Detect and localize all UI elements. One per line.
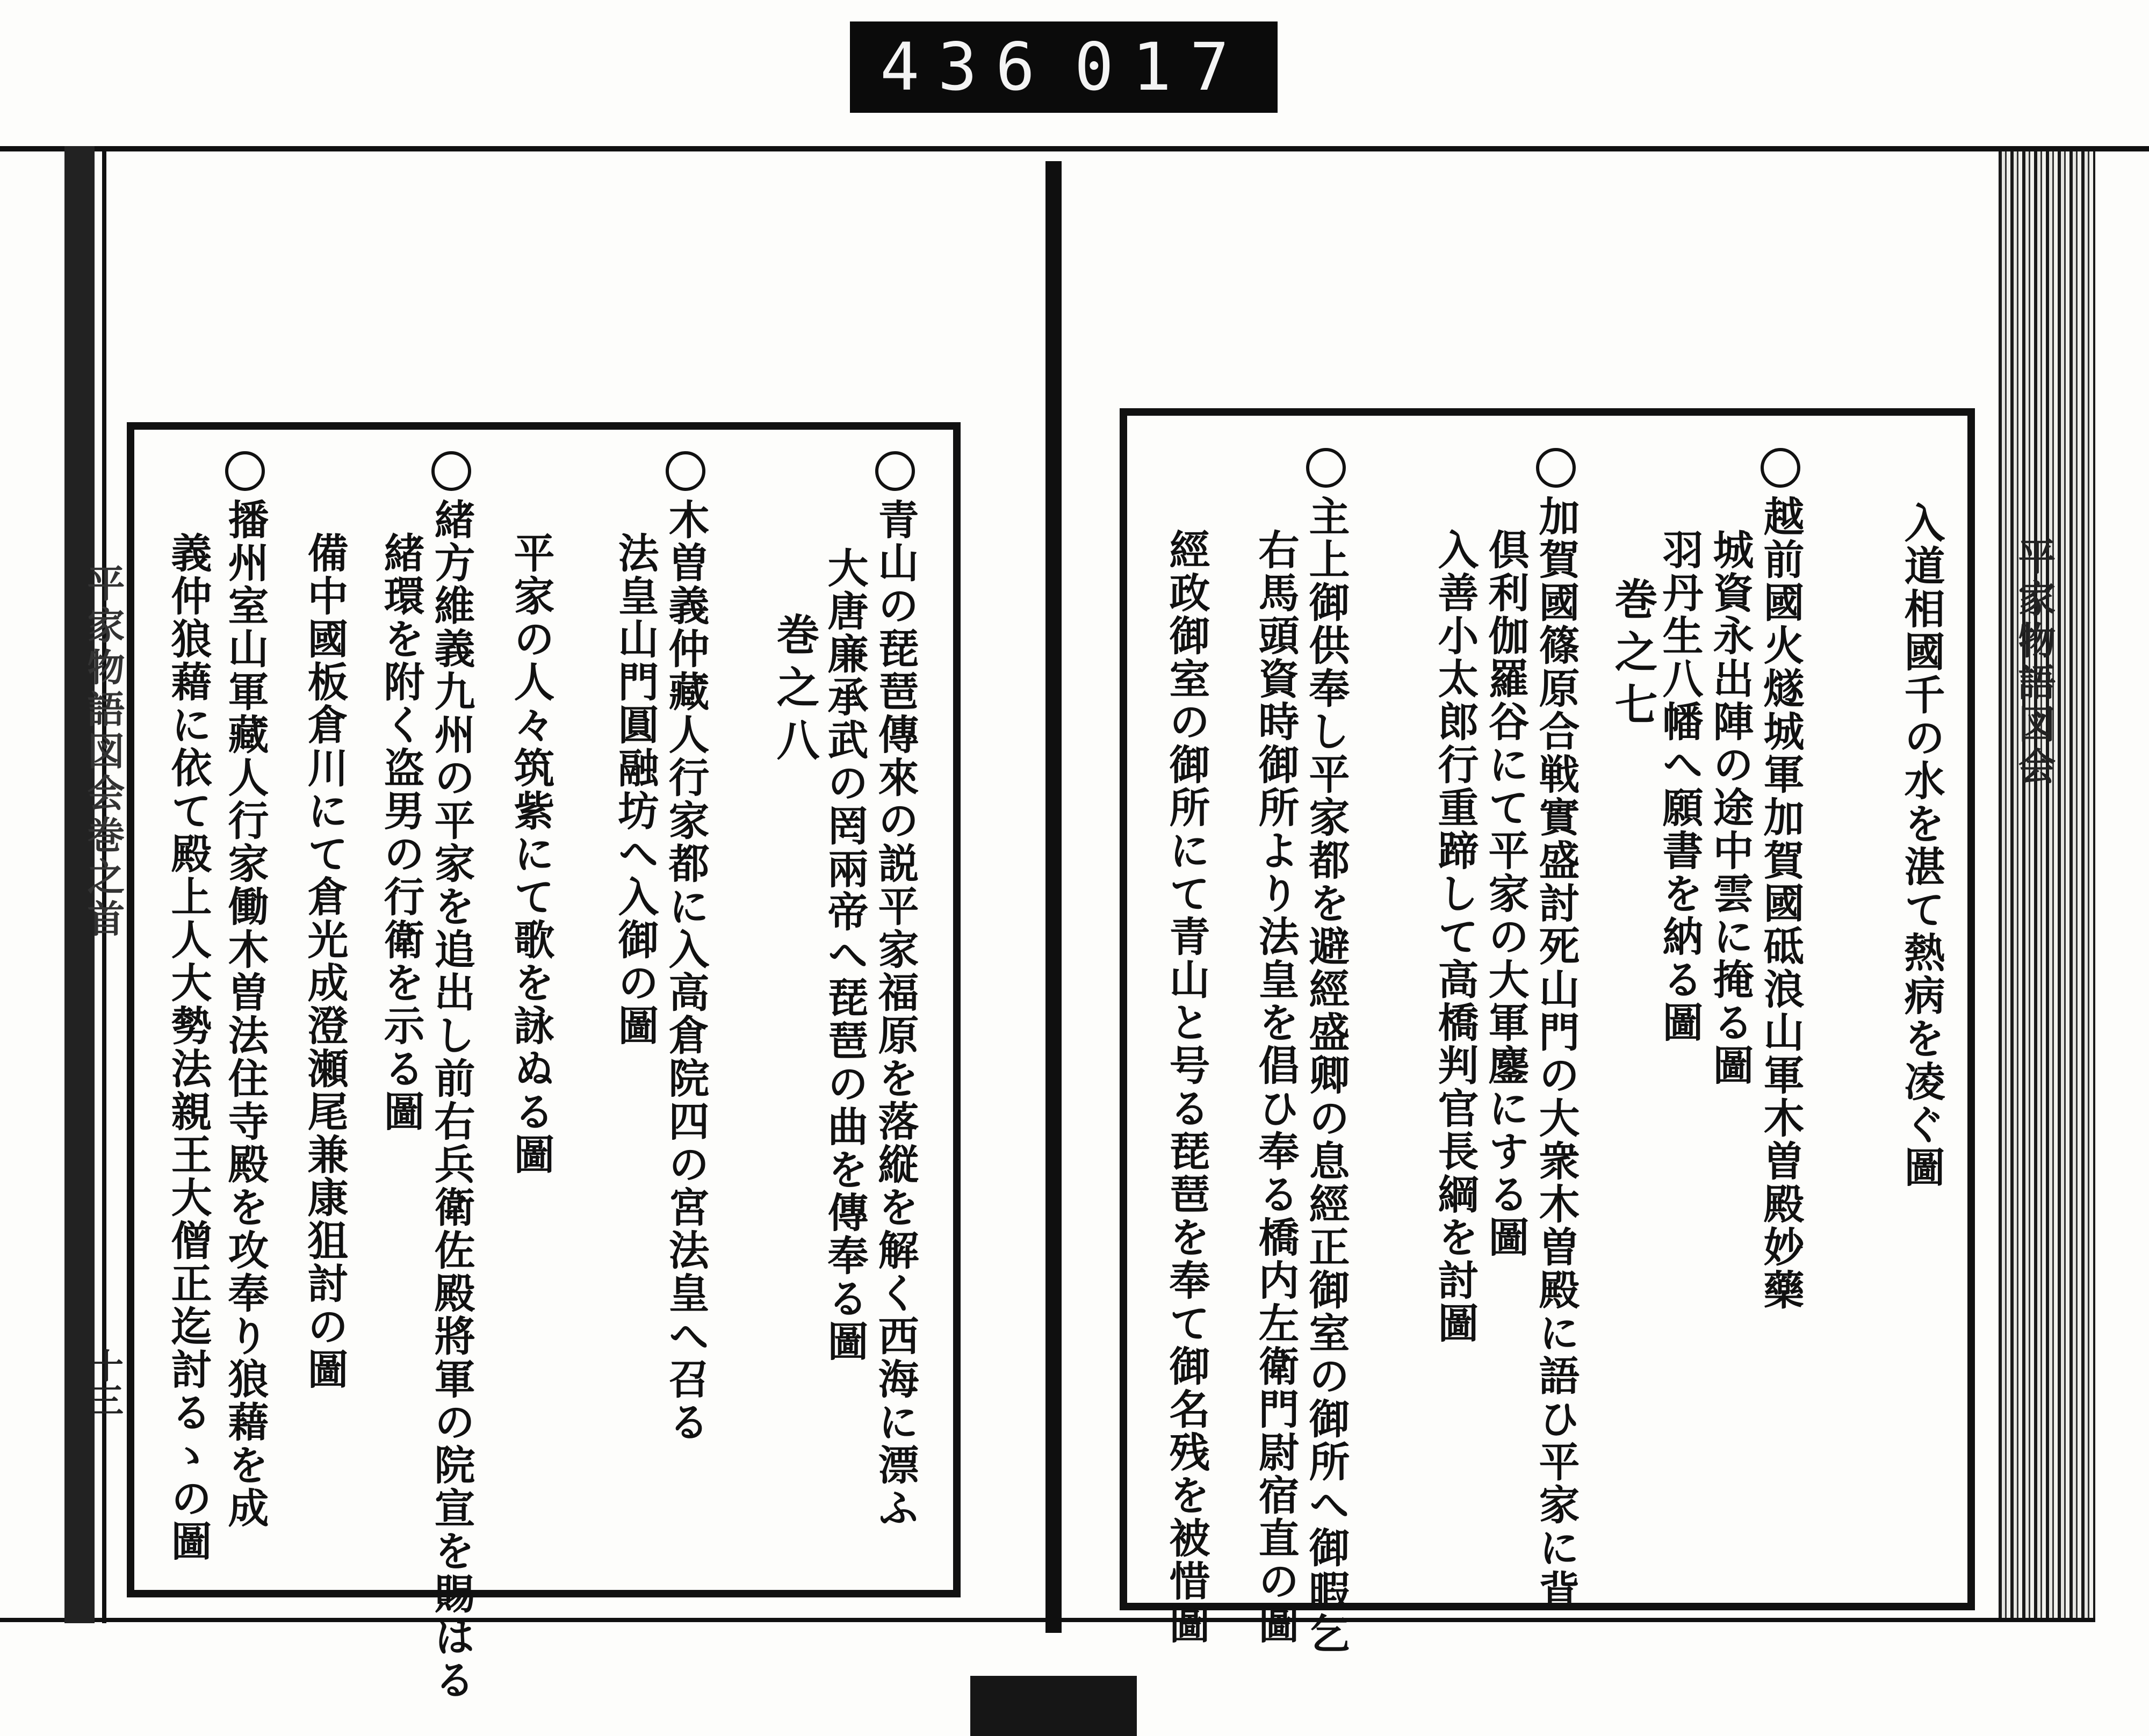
film-frame-number: 017 <box>1074 29 1247 105</box>
toc-entry: 播州室山軍藏人行家働木曽法住寺殿を攻奉り狼藉を成 <box>225 451 265 1530</box>
toc-entry: 木曽義仲藏人行家都に入高倉院四の宮法皇へ召る <box>665 451 706 1444</box>
toc-entry: 入道相國千の水を湛て熱病を凌ぐ圖 <box>1898 502 1945 1189</box>
toc-entry: 經政御室の御所にて青山と号る琵琶を奉て御名残を被惜圖 <box>1163 529 1210 1646</box>
circle-mark-icon <box>1536 448 1576 488</box>
film-reel-number: 436 <box>880 29 1054 105</box>
volume-heading: 巻之八 <box>769 612 820 770</box>
circle-mark-icon <box>431 451 471 491</box>
toc-entry: 城資永出陣の途中雲に掩る圖 <box>1706 529 1754 1087</box>
book-spine-gutter <box>1045 161 1062 1633</box>
film-frame-label <box>850 21 1278 113</box>
volume-heading: 巻之七 <box>1607 577 1658 735</box>
toc-entry: 右馬頭資時御所より法皇を倡ひ奉る橋内左衛門尉宿直の圖 <box>1252 529 1300 1646</box>
circle-mark-icon <box>875 451 915 491</box>
spine-foot <box>970 1676 1137 1736</box>
folio-number: 十三 <box>83 1348 124 1417</box>
toc-entry: 備中國板倉川にて倉光成澄瀬尾兼康狙討の圖 <box>301 532 349 1391</box>
circle-mark-icon <box>225 451 265 491</box>
left-page-frame <box>127 422 961 1702</box>
toc-entry: 青山の琵琶傳來の説平家福原を落縦を解く西海に漂ふ <box>875 451 915 1530</box>
toc-entry: 加賀國篠原合戦實盛討死山門の大衆木曽殿に語ひ平家に背 <box>1535 448 1576 1612</box>
toc-entry: 義仲狼藉に依て殿上人大勢法親王大僧正迄討るゝの圖 <box>164 532 212 1563</box>
toc-entry: 越前國火燧城軍加賀國砥浪山軍木曽殿妙藥 <box>1760 448 1801 1312</box>
circle-mark-icon <box>1761 448 1800 488</box>
toc-entry: 主上御供奉し平家都を避經盛卿の息經正御室の御所へ御暇乞 <box>1306 448 1346 1655</box>
toc-entry: 平家の人々筑紫にて歌を詠ぬる圖 <box>507 532 555 1176</box>
circle-mark-icon <box>666 451 705 491</box>
toc-entry: 倶利伽羅谷にて平家の大軍鏖にする圖 <box>1482 529 1530 1259</box>
right-margin-title: 平家物語図会 <box>2012 537 2057 789</box>
toc-entry: 入善小太郎行重蹄して高橋判官長綱を討圖 <box>1431 529 1479 1345</box>
toc-entry: 大唐廉承武の罔兩帝へ琵琶の曲を傳奉る圖 <box>821 547 869 1363</box>
toc-entry: 緒方維義九州の平家を追出し前右兵衛佐殿將軍の院宣を賜はる <box>431 451 472 1702</box>
toc-entry: 法皇山門圓融坊へ入御の圖 <box>611 532 659 1047</box>
circle-mark-icon <box>1306 448 1346 488</box>
top-binding-line <box>0 146 2149 151</box>
page-fore-edge <box>1999 151 2095 1618</box>
right-page-frame <box>1120 408 1975 1655</box>
toc-entry: 羽丹生八幡へ願書を納る圖 <box>1656 529 1704 1044</box>
toc-entry: 緒環を附く盗男の行衛を示る圖 <box>377 532 425 1133</box>
left-margin-title: 平家物語図会巻之首 <box>81 564 126 941</box>
